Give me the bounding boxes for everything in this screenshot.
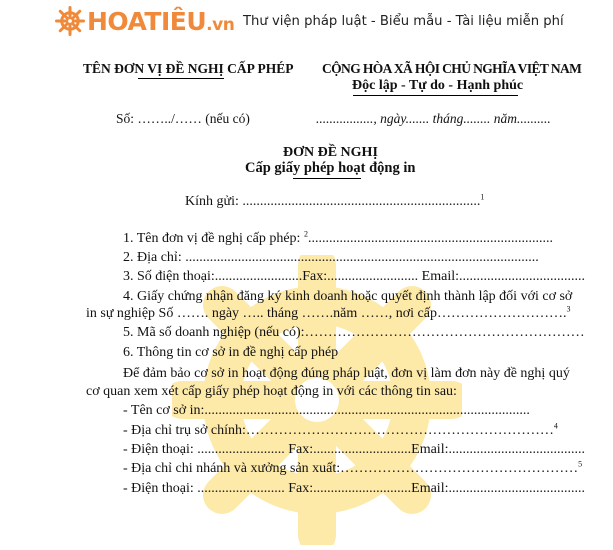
item-4-line-1: 4. Giấy chứng nhận đăng ký kinh doanh hoặc quyết định thành lập đối với cơ sở [123,289,573,304]
country-title: CỘNG HÒA XÃ HỘI CHỦ NGHĨA VIỆT NAM [322,61,582,76]
logo-text: HOATIÊU.vn [87,7,235,36]
org-title-underline [138,78,224,79]
footnote-marker: 3 [566,304,571,314]
document-subtitle: Cấp giấy phép hoạt động in [245,160,416,176]
detail-phone-1: - Điện thoại: ......................... Fax:............................Email:....................................... [123,442,585,457]
detail-phone-2: - Điện thoại: ......................... Fax:............................Email:....................................... [123,481,585,496]
item-1: 1. Tên đơn vị đề nghị cấp phép: $^2$...................................................................... [123,229,553,246]
item-4-line-2: in sự nghiệp Số ……. ngày ….. tháng …….năm ……, nơi cấp……………………….$^3$ [86,304,571,321]
motto: Độc lập - Tự do - Hạnh phúc [352,78,524,93]
paragraph-line-2: cơ quan xem xét cấp giấy phép hoạt động in với các thông tin sau: [86,384,457,399]
document-number: Số: ……../…… (nếu có) [116,111,250,126]
item-6: 6. Thông tin cơ sở in đề nghị cấp phép [123,345,339,360]
recipient-line: Kính gửi: ....................................................................$^1$ [185,192,485,209]
item-2: 2. Địa chỉ: ..................................................................................................... [123,250,539,265]
item-3: 3. Số điện thoại:.........................Fax:.......................... Email:.................................... [123,269,585,284]
footnote-marker: 1 [480,192,485,202]
motto-underline [353,95,518,96]
detail-head-office: - Địa chỉ trụ sở chính:…………………………………………………………$^4$ [123,421,558,438]
item-5: 5. Mã số doanh nghiệp (nếu có):…………………………………………………… [123,325,585,340]
site-tagline: Thư viện pháp luật - Biểu mẫu - Tài liệu miễn phí [243,14,564,29]
detail-name: - Tên cơ sở in:............................................................................................. [123,403,530,418]
org-title: TÊN ĐƠN VỊ ĐỀ NGHỊ CẤP PHÉP [83,61,294,76]
footnote-marker: 5 [578,459,583,469]
detail-branch: - Địa chỉ chi nhánh và xưởng sản xuất:……………………………………………$^5$ [123,459,583,476]
paragraph-line-1: Để đảm bảo cơ sở in hoạt động đúng pháp luật, đơn vị làm đơn này đề nghị quý [123,366,570,381]
date-line: ................., ngày....... tháng........ năm.......... [316,111,551,126]
subtitle-underline [293,178,361,179]
document-title: ĐƠN ĐỀ NGHỊ [283,145,378,160]
footnote-marker: 4 [553,421,558,431]
footnote-marker: 2 [303,229,308,239]
